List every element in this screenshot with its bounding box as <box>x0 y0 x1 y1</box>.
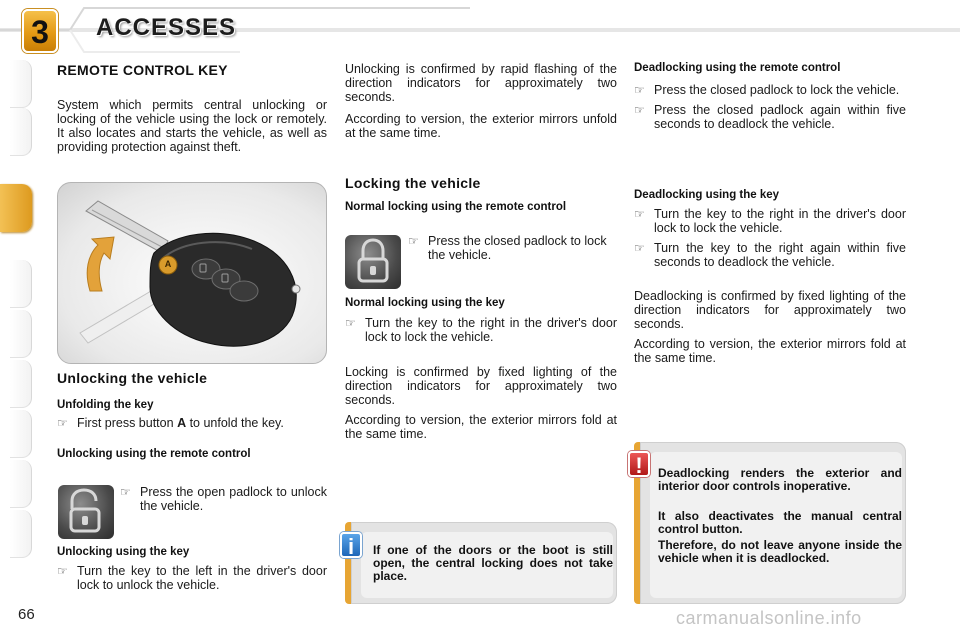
exclamation-icon: ! <box>628 451 650 477</box>
unfolding-heading: Unfolding the key <box>57 399 154 411</box>
pointing-hand-icon: ☞ <box>345 316 356 330</box>
column-2 <box>345 62 617 140</box>
watermark: carmanualsonline.info <box>676 608 862 628</box>
normal-remote-heading: Normal locking using the remote control <box>345 201 567 213</box>
remote-key-drawing <box>58 183 327 364</box>
side-tab-7[interactable] <box>10 410 32 458</box>
unlock-confirm-paragraph: Unlocking is confirmed by rapid flashing of the direction indicators for approximately two seconds. <box>345 62 617 104</box>
side-tab-1[interactable] <box>10 60 32 108</box>
normal-remote-bullet: ☞ Press the closed padlock to lock the vehicle. <box>408 234 607 262</box>
intro-paragraph: System which permits central unlocking or locking of the vehicle using the lock or remotely. It also locates and starts the vehicle, as well as providing protection against theft. <box>57 98 327 154</box>
button-a-label: A <box>164 259 172 269</box>
info-icon: i <box>340 532 362 558</box>
pointing-hand-icon: ☞ <box>57 416 68 430</box>
header-tab-outline <box>0 0 480 58</box>
pointing-hand-icon: ☞ <box>57 564 68 578</box>
unlock-key-heading: Unlocking using the key <box>57 546 190 558</box>
pointing-hand-icon: ☞ <box>634 241 645 255</box>
lock-confirm-paragraph: Locking is confirmed by fixed lighting of the direction indicators for approximately two seconds. <box>345 365 617 407</box>
warning-text-2: It also deactivates the manual central control button. <box>658 509 902 536</box>
side-tab-6[interactable] <box>10 360 32 408</box>
dead-key-bullet-1: ☞ Turn the key to the right in the driver's door lock to lock the vehicle. <box>634 207 906 235</box>
warning-box <box>634 442 906 604</box>
dead-mirrors-fold-paragraph: According to version, the exterior mirrors fold at the same time. <box>634 337 906 365</box>
side-tab-3-active[interactable] <box>0 184 32 232</box>
dead-remote-bullet-1: ☞ Press the closed padlock to lock the vehicle. <box>634 83 900 97</box>
page-title: ACCESSES <box>96 14 237 41</box>
unlock-remote-heading: Unlocking using the remote control <box>57 448 251 460</box>
side-tab-4[interactable] <box>10 260 32 308</box>
dead-remote-bullet-2: ☞ Press the closed padlock again within five seconds to deadlock the vehicle. <box>634 103 906 131</box>
dead-key-bullets <box>634 207 906 269</box>
normal-key-bullet: ☞ Turn the key to the right in the driver's door lock to lock the vehicle. <box>345 316 617 344</box>
column-1 <box>57 62 327 154</box>
pointing-hand-icon: ☞ <box>408 234 419 248</box>
normal-key-heading: Normal locking using the key <box>345 297 505 309</box>
dead-confirm-paragraph: Deadlocking is confirmed by fixed lighting of the direction indicators for approximately two seconds. <box>634 289 906 331</box>
pointing-hand-icon: ☞ <box>120 485 131 499</box>
unfolding-bullet <box>57 416 327 430</box>
closed-padlock-icon <box>345 235 401 289</box>
remote-key-illustration <box>57 182 327 364</box>
unfolding-text-pre: First press button <box>77 416 174 430</box>
dead-key-bullet-2: ☞ Turn the key to the right again within five seconds to deadlock the vehicle. <box>634 241 906 269</box>
pointing-hand-icon: ☞ <box>634 103 645 117</box>
side-tab-2[interactable] <box>10 108 32 156</box>
side-tab-5[interactable] <box>10 310 32 358</box>
info-note-box <box>345 522 617 604</box>
unlock-remote-bullet: ☞ Press the open padlock to unlock the vehicle. <box>120 485 327 513</box>
dead-key-heading: Deadlocking using the key <box>634 189 780 201</box>
warning-text-1: Deadlocking renders the exterior and interior door controls inoperative. <box>658 466 902 493</box>
lock-confirm-block <box>345 365 617 441</box>
warning-text-3: Therefore, do not leave anyone inside the vehicle when it is deadlocked. <box>658 538 902 565</box>
unfolding-text-post: to unfold the key. <box>189 416 284 430</box>
side-tab-9[interactable] <box>10 510 32 558</box>
dead-remote-heading: Deadlocking using the remote control <box>634 62 841 74</box>
header-bar <box>0 0 960 58</box>
side-tab-8[interactable] <box>10 460 32 508</box>
unlocking-title: Unlocking the vehicle <box>57 370 208 386</box>
pointing-hand-icon: ☞ <box>634 207 645 221</box>
locking-title: Locking the vehicle <box>345 175 481 191</box>
mirrors-unfold-paragraph: According to version, the exterior mirrors unfold at the same time. <box>345 112 617 140</box>
chapter-number-badge: 3 <box>22 9 58 53</box>
chapter-side-tabs <box>0 60 34 580</box>
unfolding-button-a: A <box>177 416 187 430</box>
section-title-remote-control-key: REMOTE CONTROL KEY <box>57 62 228 78</box>
pointing-hand-icon: ☞ <box>634 83 645 97</box>
column-3 <box>634 62 906 131</box>
page-number: 66 <box>18 606 35 623</box>
open-padlock-icon <box>58 485 114 539</box>
mirrors-fold-paragraph: According to version, the exterior mirrors fold at the same time. <box>345 413 617 441</box>
info-note-text: If one of the doors or the boot is still open, the central locking does not take place. <box>373 543 613 583</box>
unlock-key-bullet: ☞ Turn the key to the left in the driver's door lock to unlock the vehicle. <box>57 564 327 592</box>
dead-confirm-block <box>634 289 906 365</box>
